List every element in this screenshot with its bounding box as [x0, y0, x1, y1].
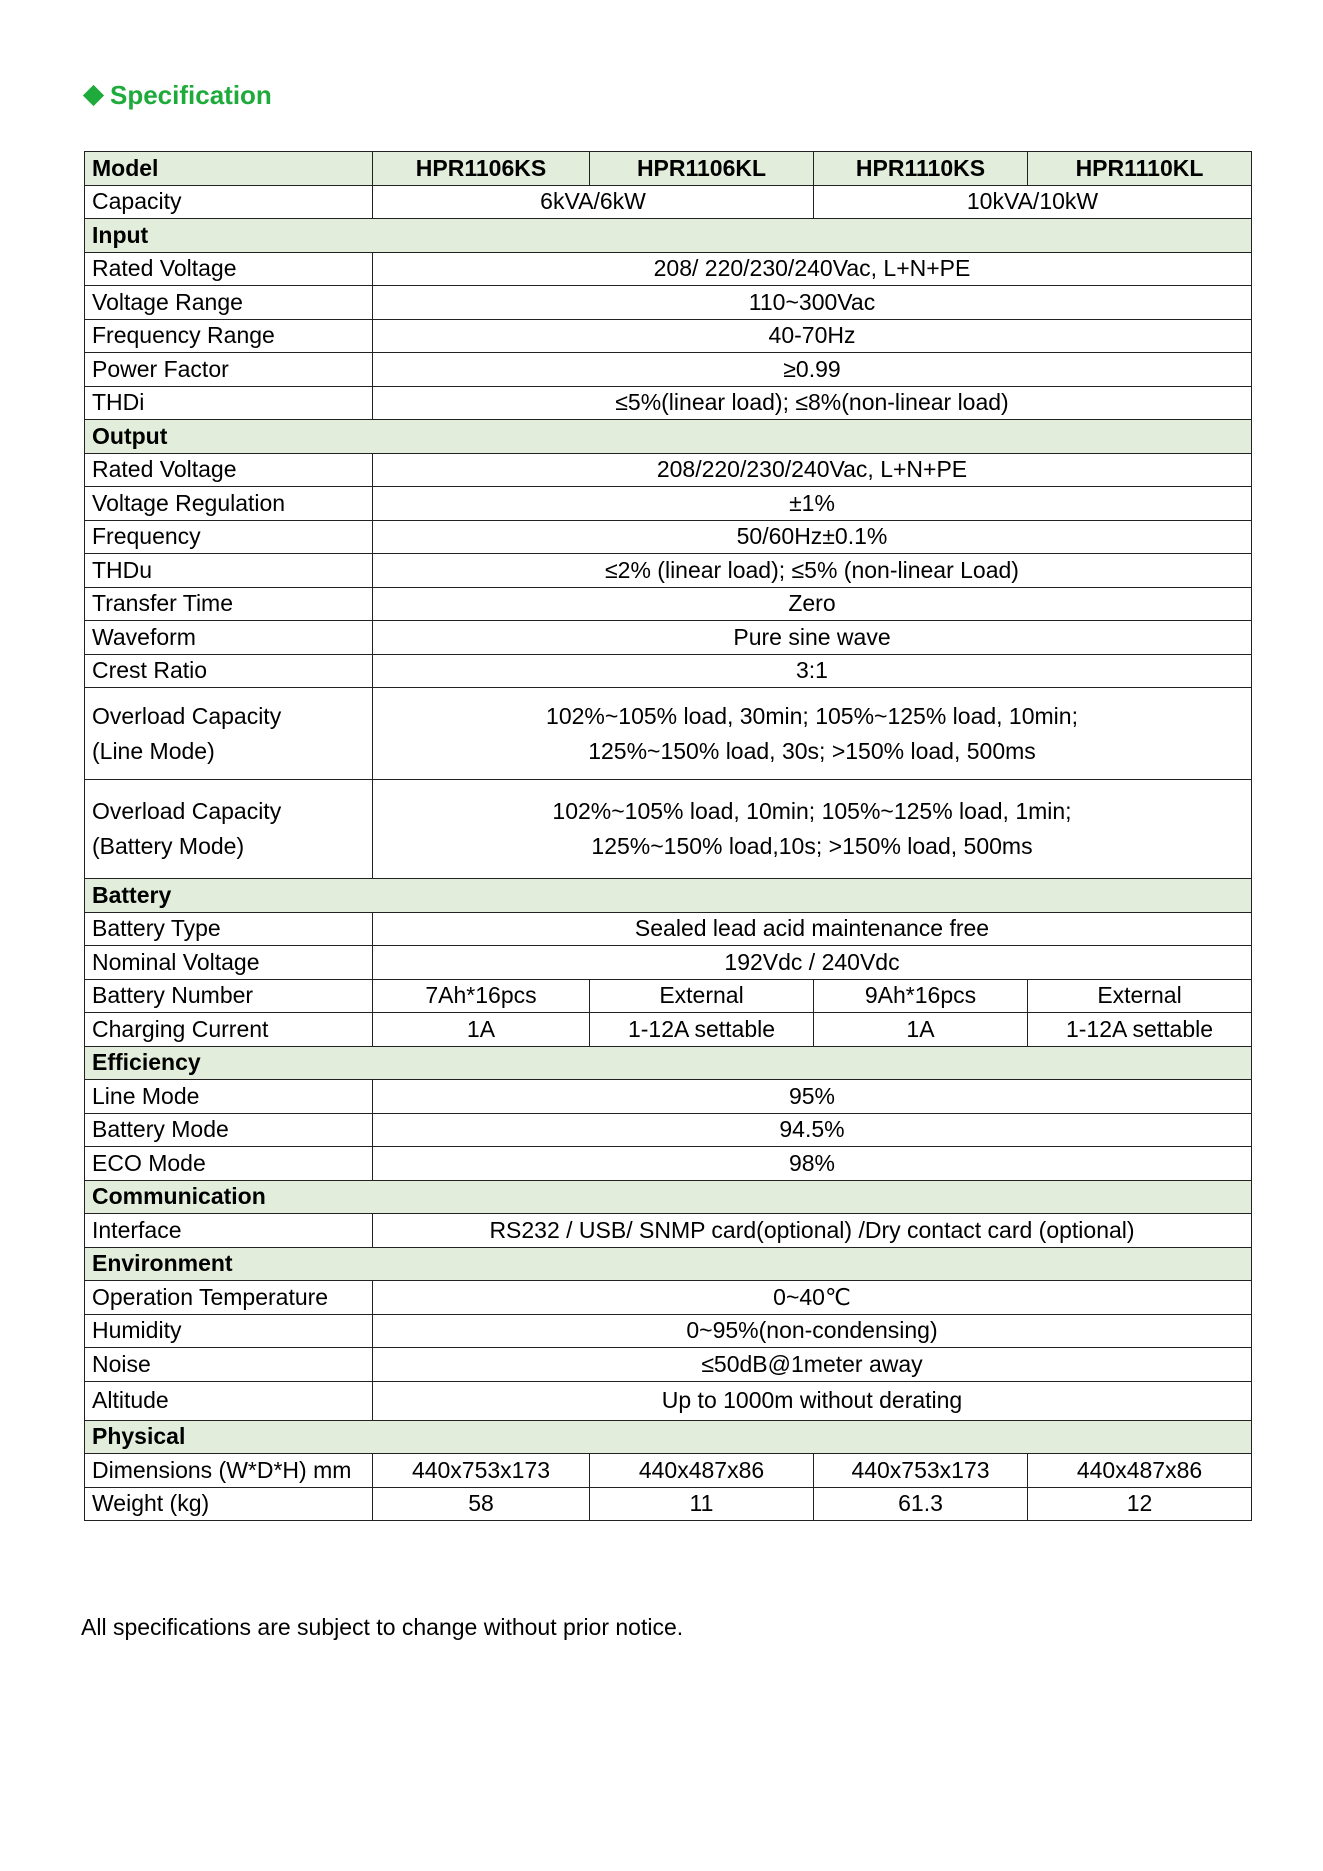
- row-label: Capacity: [85, 185, 373, 219]
- row-value: 98%: [373, 1147, 1252, 1181]
- spec-row: [85, 1281, 1252, 1315]
- row-value: ≤5%(linear load); ≤8%(non-linear load): [373, 386, 1252, 420]
- spec-row: [85, 912, 1252, 946]
- row-value-line: 125%~150% load, 30s; >150% load, 500ms: [588, 737, 1036, 764]
- row-value: ≤50dB@1meter away: [373, 1348, 1252, 1382]
- spec-row: [85, 1314, 1252, 1348]
- row-label: Noise: [85, 1348, 373, 1382]
- row-value: 94.5%: [373, 1113, 1252, 1147]
- row-value: 1A: [814, 1013, 1028, 1047]
- spec-row: [85, 286, 1252, 320]
- capacity-row: [85, 185, 1252, 219]
- section-heading: Output: [85, 420, 1252, 454]
- row-value-line: 102%~105% load, 10min; 105%~125% load, 1min;: [552, 798, 1072, 824]
- row-value: 440x753x173: [373, 1454, 590, 1488]
- row-label: Battery Number: [85, 979, 373, 1013]
- row-value: 1A: [373, 1013, 590, 1047]
- row-value: 208/220/230/240Vac, L+N+PE: [373, 453, 1252, 487]
- section-heading: Input: [85, 219, 1252, 253]
- row-value: ±1%: [373, 487, 1252, 521]
- page-title: [82, 80, 272, 111]
- spec-row: [85, 353, 1252, 387]
- row-label: Interface: [85, 1214, 373, 1248]
- model-row: [85, 152, 1252, 186]
- row-label: Nominal Voltage: [85, 946, 373, 980]
- row-label: [85, 780, 373, 879]
- row-label: Crest Ratio: [85, 654, 373, 688]
- model-name: HPR1110KS: [814, 152, 1028, 186]
- section-heading: Communication: [85, 1180, 1252, 1214]
- spec-row-overload-battery: [85, 780, 1252, 879]
- row-label: Rated Voltage: [85, 252, 373, 286]
- row-value: Sealed lead acid maintenance free: [373, 912, 1252, 946]
- spec-row: [85, 654, 1252, 688]
- row-value: 208/ 220/230/240Vac, L+N+PE: [373, 252, 1252, 286]
- row-label: Operation Temperature: [85, 1281, 373, 1315]
- row-value: ≥0.99: [373, 353, 1252, 387]
- spec-row: [85, 554, 1252, 588]
- row-value-line: 102%~105% load, 30min; 105%~125% load, 10min;: [546, 702, 1078, 729]
- row-value: 58: [373, 1487, 590, 1521]
- row-value-line: 125%~150% load,10s; >150% load, 500ms: [591, 833, 1033, 859]
- section-heading-input: [85, 219, 1252, 253]
- row-label-line: (Line Mode): [92, 737, 215, 764]
- row-label-line: Overload Capacity: [92, 798, 282, 824]
- section-heading: Battery: [85, 879, 1252, 913]
- row-label: Rated Voltage: [85, 453, 373, 487]
- row-value: Zero: [373, 587, 1252, 621]
- row-label: Waveform: [85, 621, 373, 655]
- section-heading-output: [85, 420, 1252, 454]
- spec-row: [85, 1214, 1252, 1248]
- row-label: Dimensions (W*D*H) mm: [85, 1454, 373, 1488]
- section-heading-physical: [85, 1420, 1252, 1454]
- row-label: Battery Mode: [85, 1113, 373, 1147]
- row-value: 3:1: [373, 654, 1252, 688]
- row-value: 0~40℃: [373, 1281, 1252, 1315]
- spec-row: [85, 1013, 1252, 1047]
- model-name: HPR1106KS: [373, 152, 590, 186]
- row-value: ≤2% (linear load); ≤5% (non-linear Load): [373, 554, 1252, 588]
- row-value: External: [1028, 979, 1252, 1013]
- row-label: Humidity: [85, 1314, 373, 1348]
- row-label: [85, 688, 373, 780]
- row-value: 192Vdc / 240Vdc: [373, 946, 1252, 980]
- row-value: 10kVA/10kW: [814, 185, 1252, 219]
- row-value: External: [590, 979, 814, 1013]
- row-label: Power Factor: [85, 353, 373, 387]
- specification-table: [84, 151, 1252, 1521]
- section-heading: Environment: [85, 1247, 1252, 1281]
- spec-row: [85, 520, 1252, 554]
- row-value: 95%: [373, 1080, 1252, 1114]
- row-value: 1-12A settable: [590, 1013, 814, 1047]
- spec-row: [85, 1348, 1252, 1382]
- row-value: 110~300Vac: [373, 286, 1252, 320]
- row-label-line: Overload Capacity: [92, 702, 282, 729]
- row-value: 0~95%(non-condensing): [373, 1314, 1252, 1348]
- row-label: Line Mode: [85, 1080, 373, 1114]
- row-label-line: (Battery Mode): [92, 833, 245, 859]
- spec-row: [85, 1454, 1252, 1488]
- section-heading-battery: [85, 879, 1252, 913]
- spec-row: [85, 979, 1252, 1013]
- model-name: HPR1106KL: [590, 152, 814, 186]
- row-label: Altitude: [85, 1381, 373, 1420]
- spec-row: [85, 621, 1252, 655]
- spec-row: [85, 487, 1252, 521]
- row-label: Frequency Range: [85, 319, 373, 353]
- row-value: 440x753x173: [814, 1454, 1028, 1488]
- section-heading-environment: [85, 1247, 1252, 1281]
- row-value: 7Ah*16pcs: [373, 979, 590, 1013]
- spec-row-overload-line: [85, 688, 1252, 780]
- spec-row: [85, 1487, 1252, 1521]
- model-label: Model: [85, 152, 373, 186]
- row-value: 11: [590, 1487, 814, 1521]
- spec-row: [85, 1113, 1252, 1147]
- row-value: 40-70Hz: [373, 319, 1252, 353]
- row-label: ECO Mode: [85, 1147, 373, 1181]
- spec-row: [85, 319, 1252, 353]
- row-value: 6kVA/6kW: [373, 185, 814, 219]
- row-label: Frequency: [85, 520, 373, 554]
- section-heading: Efficiency: [85, 1046, 1252, 1080]
- spec-row: [85, 1147, 1252, 1181]
- row-value: 12: [1028, 1487, 1252, 1521]
- diamond-bullet-icon: [83, 85, 104, 106]
- row-value: 440x487x86: [1028, 1454, 1252, 1488]
- row-value: [373, 780, 1252, 879]
- section-heading-efficiency: [85, 1046, 1252, 1080]
- spec-row: [85, 252, 1252, 286]
- spec-row: [85, 1381, 1252, 1420]
- spec-row: [85, 946, 1252, 980]
- row-value: 50/60Hz±0.1%: [373, 520, 1252, 554]
- row-label: Charging Current: [85, 1013, 373, 1047]
- row-label: THDi: [85, 386, 373, 420]
- page-title-text: Specification: [110, 80, 272, 110]
- row-label: Transfer Time: [85, 587, 373, 621]
- spec-row: [85, 587, 1252, 621]
- row-label: Weight (kg): [85, 1487, 373, 1521]
- row-label: Voltage Range: [85, 286, 373, 320]
- row-value: 61.3: [814, 1487, 1028, 1521]
- spec-row: [85, 453, 1252, 487]
- row-value: [373, 688, 1252, 780]
- row-value: 440x487x86: [590, 1454, 814, 1488]
- section-heading: Physical: [85, 1420, 1252, 1454]
- row-value: Up to 1000m without derating: [373, 1381, 1252, 1420]
- row-label: Voltage Regulation: [85, 487, 373, 521]
- spec-row: [85, 386, 1252, 420]
- footnote: All specifications are subject to change without prior notice.: [81, 1614, 684, 1640]
- row-value: Pure sine wave: [373, 621, 1252, 655]
- row-value: 9Ah*16pcs: [814, 979, 1028, 1013]
- spec-row: [85, 1080, 1252, 1114]
- section-heading-communication: [85, 1180, 1252, 1214]
- row-value: RS232 / USB/ SNMP card(optional) /Dry contact card (optional): [373, 1214, 1252, 1248]
- row-value: 1-12A settable: [1028, 1013, 1252, 1047]
- model-name: HPR1110KL: [1028, 152, 1252, 186]
- row-label: THDu: [85, 554, 373, 588]
- row-label: Battery Type: [85, 912, 373, 946]
